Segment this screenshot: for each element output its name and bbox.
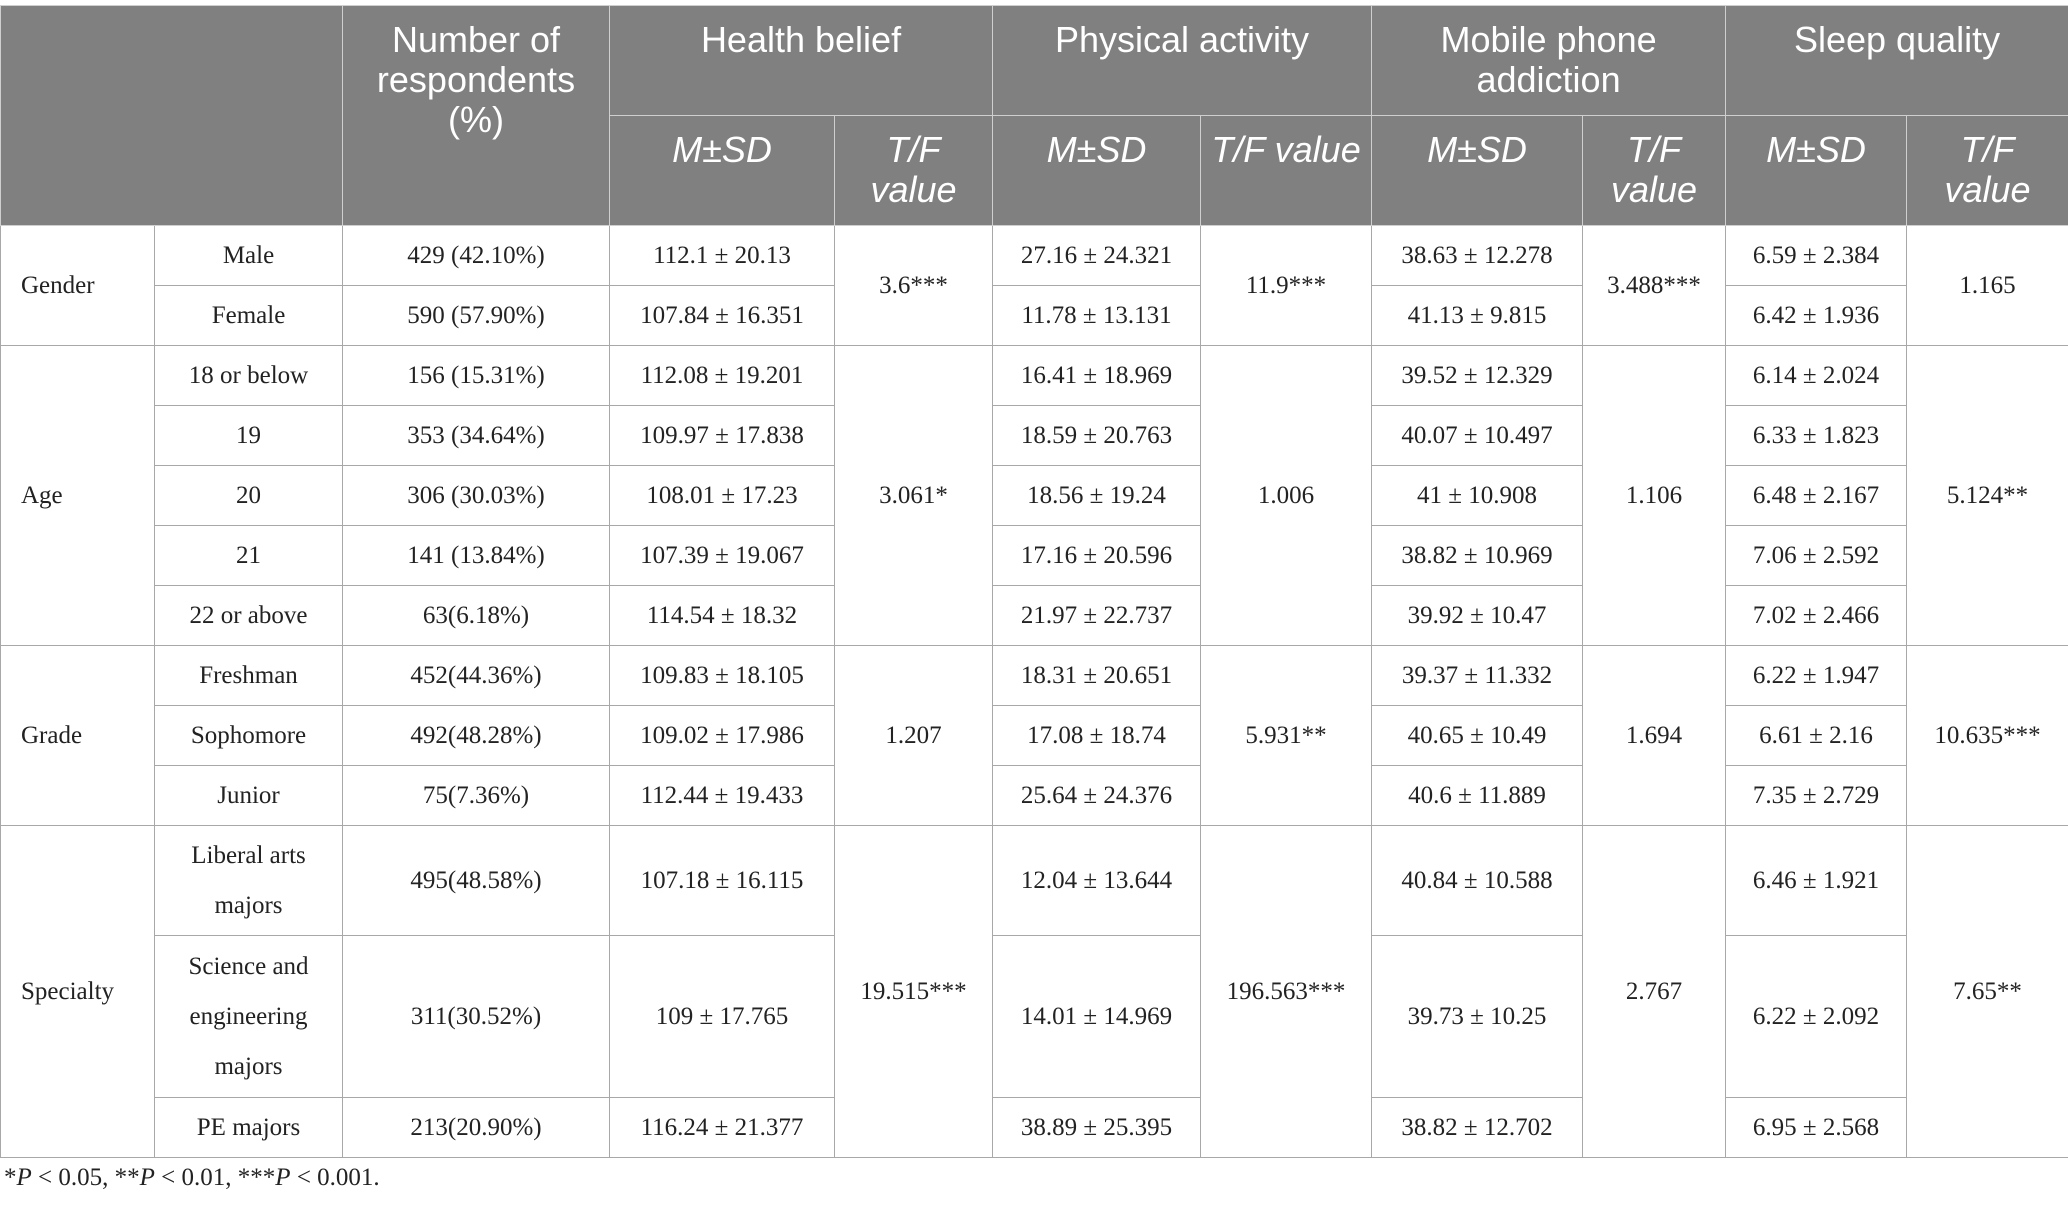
mobile-addiction-cell: 40.07 ± 10.497 (1372, 406, 1583, 466)
row-label: 20 (155, 466, 343, 526)
table-row (1, 646, 2068, 706)
table-row (1, 936, 2068, 1098)
physical-activity-tf: 1.006 (1201, 346, 1372, 646)
health-belief-cell: 112.44 ± 19.433 (610, 766, 835, 826)
table-row (1, 526, 2068, 586)
respondents-cell: 156 (15.31%) (343, 346, 610, 406)
sleep-quality-cell: 6.61 ± 2.16 (1726, 706, 1907, 766)
footnote-p: P (139, 1164, 155, 1191)
tf-subheader: T/F value (1583, 116, 1726, 226)
table-row (1, 766, 2068, 826)
significance-footnote (4, 1164, 380, 1192)
stats-table (0, 5, 2068, 1158)
msd-subheader: M±SD (993, 116, 1201, 226)
msd-subheader: M±SD (610, 116, 835, 226)
health-belief-cell: 107.84 ± 16.351 (610, 286, 835, 346)
mobile-addiction-cell: 40.6 ± 11.889 (1372, 766, 1583, 826)
mobile-addiction-cell: 39.37 ± 11.332 (1372, 646, 1583, 706)
mobile-addiction-cell: 38.63 ± 12.278 (1372, 226, 1583, 286)
health-belief-cell: 109.83 ± 18.105 (610, 646, 835, 706)
sleep-quality-cell: 7.35 ± 2.729 (1726, 766, 1907, 826)
sleep-quality-cell: 6.95 ± 2.568 (1726, 1098, 1907, 1158)
physical-activity-cell: 38.89 ± 25.395 (993, 1098, 1201, 1158)
health-belief-header: Health belief (610, 6, 993, 116)
sleep-quality-cell: 6.22 ± 2.092 (1726, 936, 1907, 1098)
sleep-quality-tf: 1.165 (1907, 226, 2068, 346)
respondents-header: Number of respondents (%) (343, 6, 610, 226)
footnote-stars: *** (237, 1164, 276, 1191)
respondents-cell: 495(48.58%) (343, 826, 610, 936)
footnote-threshold: < 0.05, (31, 1164, 115, 1191)
health-belief-cell: 114.54 ± 18.32 (610, 586, 835, 646)
mobile-addiction-tf: 2.767 (1583, 826, 1726, 1158)
mobile-addiction-cell: 41.13 ± 9.815 (1372, 286, 1583, 346)
row-label: 22 or above (155, 586, 343, 646)
group-label-gender: Gender (1, 226, 155, 346)
health-belief-cell: 112.08 ± 19.201 (610, 346, 835, 406)
health-belief-cell: 112.1 ± 20.13 (610, 226, 835, 286)
sleep-quality-cell: 6.59 ± 2.384 (1726, 226, 1907, 286)
respondents-cell: 63(6.18%) (343, 586, 610, 646)
mobile-addiction-tf: 3.488*** (1583, 226, 1726, 346)
physical-activity-cell: 12.04 ± 13.644 (993, 826, 1201, 936)
physical-activity-tf: 11.9*** (1201, 226, 1372, 346)
respondents-cell: 429 (42.10%) (343, 226, 610, 286)
sleep-quality-cell: 7.06 ± 2.592 (1726, 526, 1907, 586)
sleep-quality-tf: 10.635*** (1907, 646, 2068, 826)
footnote-p: P (275, 1164, 291, 1191)
health-belief-cell: 109 ± 17.765 (610, 936, 835, 1098)
table-row (1, 286, 2068, 346)
row-label: PE majors (155, 1098, 343, 1158)
sleep-quality-cell: 6.14 ± 2.024 (1726, 346, 1907, 406)
health-belief-cell: 109.97 ± 17.838 (610, 406, 835, 466)
mobile-addiction-tf: 1.694 (1583, 646, 1726, 826)
health-belief-cell: 108.01 ± 17.23 (610, 466, 835, 526)
mobile-addiction-cell: 40.84 ± 10.588 (1372, 826, 1583, 936)
physical-activity-tf: 196.563*** (1201, 826, 1372, 1158)
footnote-threshold: < 0.001. (290, 1164, 380, 1191)
mobile-addiction-cell: 39.52 ± 12.329 (1372, 346, 1583, 406)
group-label-specialty: Specialty (1, 826, 155, 1158)
health-belief-cell: 109.02 ± 17.986 (610, 706, 835, 766)
group-label-grade: Grade (1, 646, 155, 826)
table-row (1, 1098, 2068, 1158)
respondents-cell: 306 (30.03%) (343, 466, 610, 526)
group-label-age: Age (1, 346, 155, 646)
respondents-cell: 590 (57.90%) (343, 286, 610, 346)
physical-activity-cell: 11.78 ± 13.131 (993, 286, 1201, 346)
respondents-cell: 492(48.28%) (343, 706, 610, 766)
sleep-quality-cell: 6.33 ± 1.823 (1726, 406, 1907, 466)
physical-activity-cell: 16.41 ± 18.969 (993, 346, 1201, 406)
row-label: Junior (155, 766, 343, 826)
row-label: Liberal arts majors (155, 826, 343, 936)
physical-activity-cell: 27.16 ± 24.321 (993, 226, 1201, 286)
mobile-addiction-cell: 40.65 ± 10.49 (1372, 706, 1583, 766)
sleep-quality-cell: 6.48 ± 2.167 (1726, 466, 1907, 526)
health-belief-cell: 107.18 ± 16.115 (610, 826, 835, 936)
sleep-quality-cell: 6.42 ± 1.936 (1726, 286, 1907, 346)
health-belief-tf: 3.6*** (835, 226, 993, 346)
footnote-threshold: < 0.01, (154, 1164, 238, 1191)
health-belief-tf: 1.207 (835, 646, 993, 826)
respondents-cell: 452(44.36%) (343, 646, 610, 706)
respondents-cell: 353 (34.64%) (343, 406, 610, 466)
table-row (1, 346, 2068, 406)
footnote-stars: * (4, 1164, 17, 1191)
mobile-addiction-cell: 38.82 ± 12.702 (1372, 1098, 1583, 1158)
mobile-addiction-cell: 39.73 ± 10.25 (1372, 936, 1583, 1098)
table-row (1, 226, 2068, 286)
row-label: 19 (155, 406, 343, 466)
mobile-phone-addiction-header: Mobile phone addiction (1372, 6, 1726, 116)
physical-activity-cell: 17.08 ± 18.74 (993, 706, 1201, 766)
row-label: Male (155, 226, 343, 286)
sleep-quality-tf: 7.65** (1907, 826, 2068, 1158)
row-label: Female (155, 286, 343, 346)
health-belief-cell: 107.39 ± 19.067 (610, 526, 835, 586)
respondents-cell: 213(20.90%) (343, 1098, 610, 1158)
sleep-quality-cell: 7.02 ± 2.466 (1726, 586, 1907, 646)
mobile-addiction-cell: 41 ± 10.908 (1372, 466, 1583, 526)
physical-activity-cell: 14.01 ± 14.969 (993, 936, 1201, 1098)
table-row (1, 826, 2068, 936)
physical-activity-tf: 5.931** (1201, 646, 1372, 826)
mobile-addiction-cell: 39.92 ± 10.47 (1372, 586, 1583, 646)
health-belief-tf: 3.061* (835, 346, 993, 646)
row-label: 18 or below (155, 346, 343, 406)
sleep-quality-cell: 6.46 ± 1.921 (1726, 826, 1907, 936)
mobile-addiction-tf: 1.106 (1583, 346, 1726, 646)
row-label: Sophomore (155, 706, 343, 766)
health-belief-tf: 19.515*** (835, 826, 993, 1158)
table-row (1, 586, 2068, 646)
row-label: Science and engineering majors (155, 936, 343, 1098)
table-row (1, 406, 2068, 466)
respondents-cell: 311(30.52%) (343, 936, 610, 1098)
physical-activity-cell: 18.31 ± 20.651 (993, 646, 1201, 706)
corner-header (1, 6, 343, 226)
physical-activity-cell: 21.97 ± 22.737 (993, 586, 1201, 646)
tf-subheader: T/F value (1907, 116, 2068, 226)
msd-subheader: M±SD (1726, 116, 1907, 226)
msd-subheader: M±SD (1372, 116, 1583, 226)
physical-activity-cell: 18.56 ± 19.24 (993, 466, 1201, 526)
health-belief-cell: 116.24 ± 21.377 (610, 1098, 835, 1158)
tf-subheader: T/F value (835, 116, 993, 226)
mobile-addiction-cell: 38.82 ± 10.969 (1372, 526, 1583, 586)
sleep-quality-cell: 6.22 ± 1.947 (1726, 646, 1907, 706)
physical-activity-cell: 25.64 ± 24.376 (993, 766, 1201, 826)
physical-activity-cell: 18.59 ± 20.763 (993, 406, 1201, 466)
physical-activity-header: Physical activity (993, 6, 1372, 116)
tf-subheader: T/F value (1201, 116, 1372, 226)
footnote-p: P (16, 1164, 32, 1191)
sleep-quality-tf: 5.124** (1907, 346, 2068, 646)
stats-table-container (0, 5, 2068, 1158)
respondents-cell: 141 (13.84%) (343, 526, 610, 586)
sleep-quality-header: Sleep quality (1726, 6, 2068, 116)
row-label: Freshman (155, 646, 343, 706)
footnote-stars: ** (114, 1164, 140, 1191)
table-row (1, 706, 2068, 766)
table-row (1, 466, 2068, 526)
physical-activity-cell: 17.16 ± 20.596 (993, 526, 1201, 586)
row-label: 21 (155, 526, 343, 586)
respondents-cell: 75(7.36%) (343, 766, 610, 826)
